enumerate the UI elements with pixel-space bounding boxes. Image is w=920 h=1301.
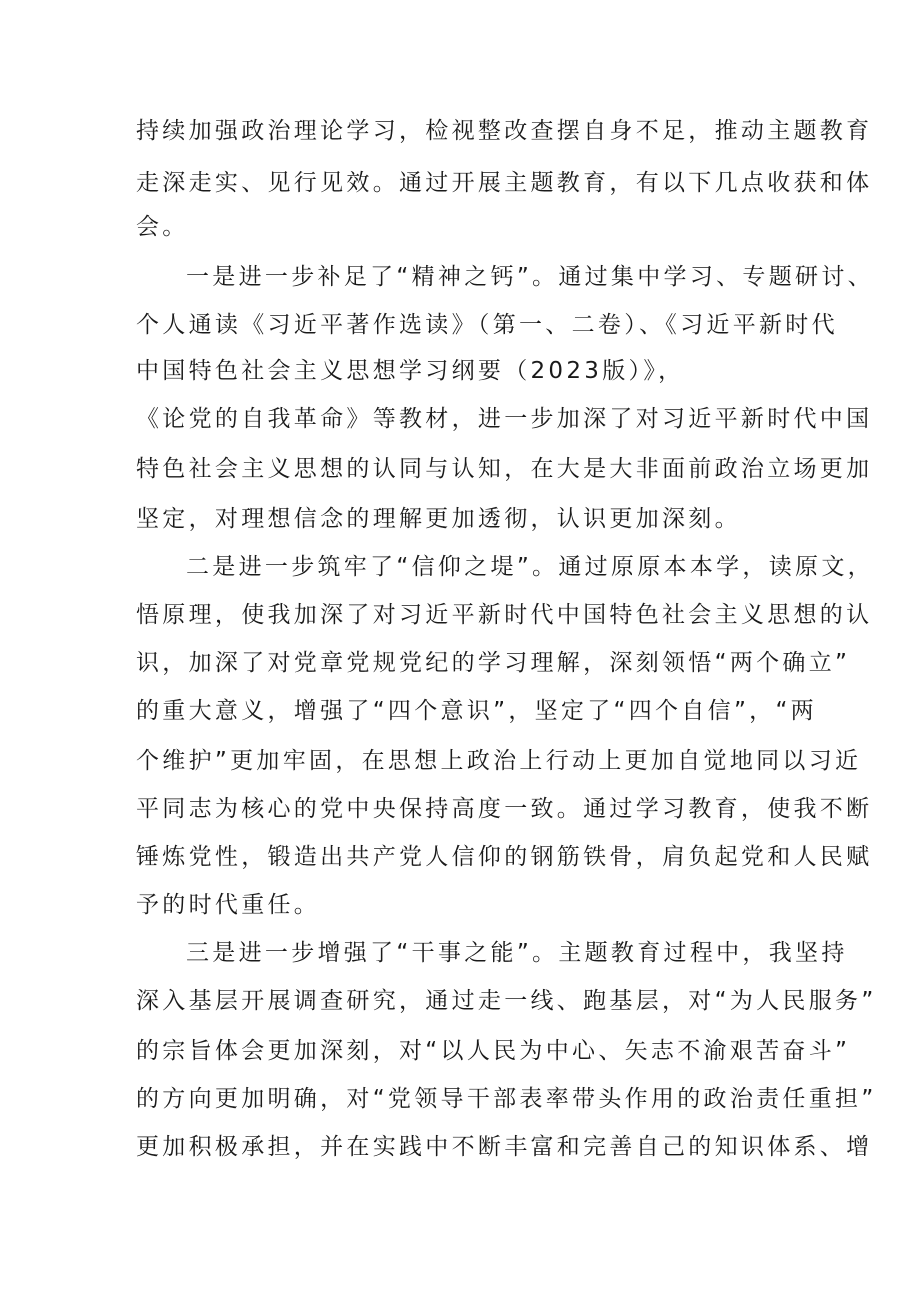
text-line: 个人通读《习近平著作选读》（第一、二卷）、《习近平新时代 (136, 312, 838, 338)
text-line: 悟原理，使我加深了对习近平新时代中国特色社会主义思想的认 (136, 602, 873, 628)
text-line: 的宗旨体会更加深刻，对“以人民为中心、矢志不渝艰苦奋斗” (136, 1038, 851, 1064)
text-line: 平同志为核心的党中央保持高度一致。通过学习教育，使我不断 (136, 796, 873, 822)
text-line: 个维护”更加牢固，在思想上政治上行动上更加自觉地同以习近 (136, 748, 862, 774)
paragraph-3-first-line: 三是进一步增强了“干事之能”。主题教育过程中，我坚持 (186, 940, 848, 966)
text-line: 予的时代重任。 (136, 892, 321, 918)
text-line: 的重大意义，增强了“四个意识”，坚定了“四个自信”，“两 (136, 698, 817, 724)
text-line: 深入基层开展调查研究，通过走一线、跑基层，对“为人民服务” (136, 988, 877, 1014)
paragraph-1-first-line: 一是进一步补足了“精神之钙”。通过集中学习、专题研讨、 (186, 264, 874, 290)
text-line: 坚定，对理想信念的理解更加透彻，认识更加深刻。 (136, 506, 741, 532)
text-line: 的方向更加明确，对“党领导干部表率带头作用的政治责任重担” (136, 1086, 877, 1112)
text-line: 会。 (136, 214, 189, 240)
text-line: 识，加深了对党章党规党纪的学习理解，深刻领悟“两个确立” (136, 650, 851, 676)
text-line: 走深走实、见行见效。通过开展主题教育，有以下几点收获和体 (136, 170, 873, 196)
text-line: 持续加强政治理论学习，检视整改查摆自身不足，推动主题教育 (136, 118, 873, 144)
paragraph-2-first-line: 二是进一步筑牢了“信仰之堤”。通过原原本本学，读原文， (186, 554, 874, 580)
text-line: 《论党的自我革命》等教材，进一步加深了对习近平新时代中国 (136, 406, 873, 432)
text-line: 更加积极承担，并在实践中不断丰富和完善自己的知识体系、增 (136, 1134, 873, 1160)
text-line: 锤炼党性，锻造出共产党人信仰的钢筋铁骨，肩负起党和人民赋 (136, 844, 873, 870)
text-line: 中国特色社会主义思想学习纲要（2023版）》， (136, 358, 685, 384)
text-line: 特色社会主义思想的认同与认知，在大是大非面前政治立场更加 (136, 456, 873, 482)
